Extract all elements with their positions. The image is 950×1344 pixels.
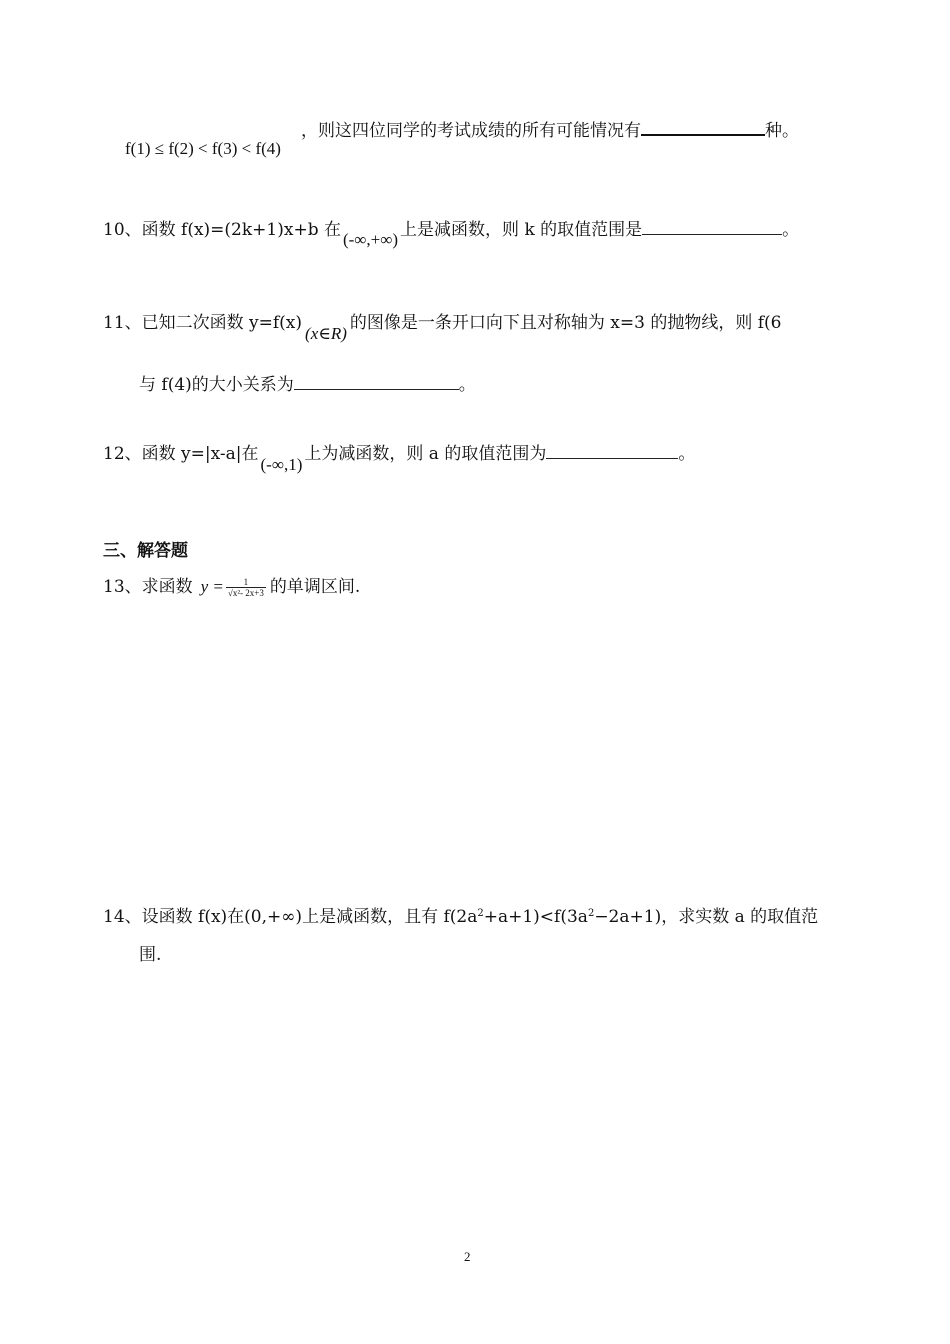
q11-answer-blank[interactable]	[294, 375, 459, 390]
q9-answer-blank[interactable]	[641, 120, 765, 136]
q9-formula: f(1) ≤ f(2) < f(3) < f(4)	[125, 139, 281, 158]
q10-text-b: 上是减函数，则 k 的取值范围是	[400, 220, 643, 240]
q14-line2	[139, 944, 161, 966]
q9-question-text: ，则这四位同学的考试成绩的所有可能情况有	[301, 121, 641, 141]
q11-line2	[139, 374, 476, 396]
q11-text-a: 11、已知二次函数 y=f(x)	[103, 313, 303, 333]
q13-denominator: √x²- 2x+3	[227, 587, 264, 598]
q12-text-b: 上为减函数，则 a 的取值范围为	[304, 444, 547, 464]
q13-text-a: 13、求函数	[103, 577, 193, 597]
q14-sup-2: 2	[587, 908, 595, 919]
q11-domain: (x∈R)	[305, 324, 347, 343]
q11-text-b: 的图像是一条开口向下且对称轴为 x=3 的抛物线，则 f(6	[349, 313, 782, 333]
page-number: 2	[464, 1249, 471, 1264]
q13-lhs: y =	[200, 577, 224, 596]
q14-sup-1: 2	[477, 908, 484, 919]
q13-line	[103, 576, 360, 599]
q9-end-text: 种。	[765, 121, 799, 141]
q14-line2-text: 围.	[139, 945, 162, 965]
q13-fraction	[226, 577, 266, 599]
q10-line	[103, 219, 800, 249]
q11-line2-text: 与 f(4)的大小关系为	[139, 375, 294, 395]
q14-text-b: +a+1)<f(3a	[483, 907, 588, 927]
q12-answer-blank[interactable]	[546, 444, 678, 459]
q12-line	[103, 443, 696, 474]
q9-text	[301, 120, 799, 142]
q10-text-a: 10、函数 f(x)=(2k+1)x+b 在	[103, 220, 341, 240]
q14-line1	[103, 906, 818, 928]
q12-end-text: 。	[678, 444, 696, 464]
q11-line1	[103, 312, 782, 343]
q14-text-c: −2a+1)，求实数 a 的取值范	[594, 907, 819, 927]
q13-text-b: 的单调区间.	[269, 577, 361, 597]
q12-interval: (-∞,1)	[260, 455, 303, 474]
section-heading-answers: 三、解答题	[103, 541, 188, 561]
q13-numerator: 1	[226, 577, 266, 588]
q11-end-text: 。	[458, 375, 476, 395]
q10-end-text: 。	[782, 220, 800, 240]
q10-interval: (-∞,+∞)	[342, 230, 399, 249]
q14-text-a: 14、设函数 f(x)在(0,+∞)上是减函数，且有 f(2a	[103, 907, 478, 927]
q10-answer-blank[interactable]	[642, 220, 782, 235]
q12-text-a: 12、函数 y=|x-a|在	[103, 444, 259, 464]
